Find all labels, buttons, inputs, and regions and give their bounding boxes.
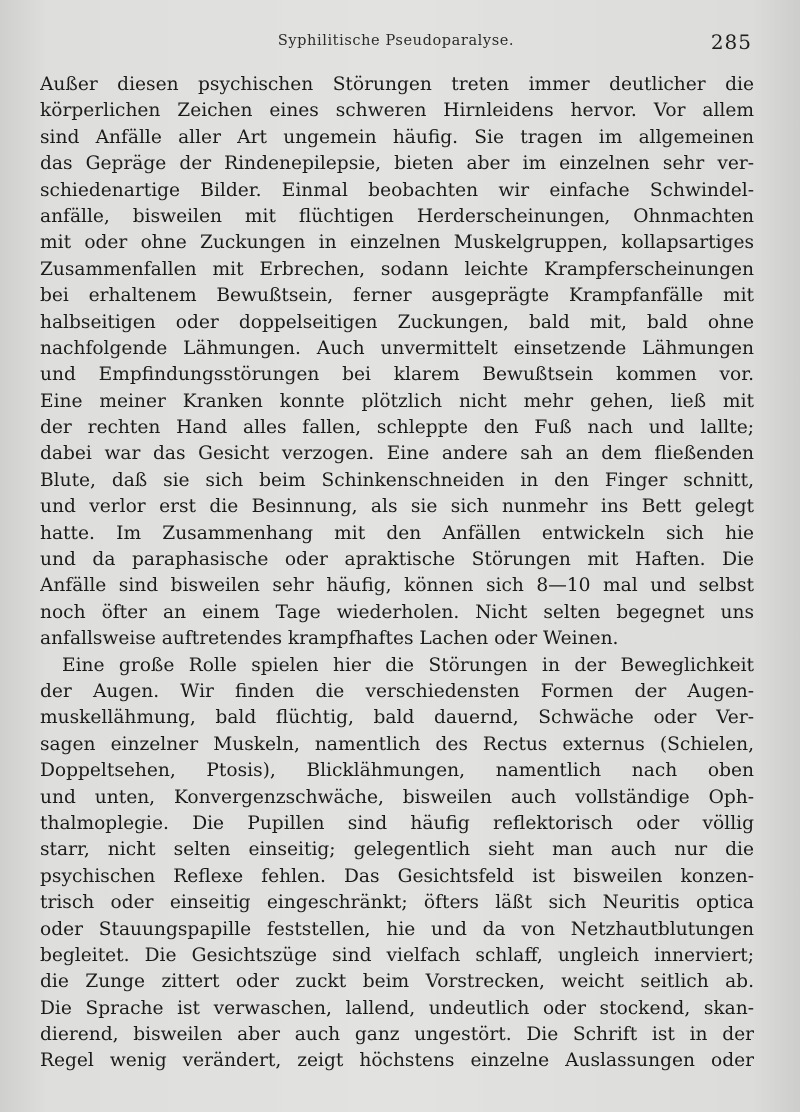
paragraph	[40, 653, 754, 1075]
text-line: die Zunge zittert oder zuckt beim Vorstrecken, weicht seitlich ab.	[40, 971, 754, 993]
paragraph	[40, 72, 754, 653]
text-line: trisch oder einseitig eingeschränkt; öfters läßt sich Neuritis optica	[40, 892, 754, 914]
page-header	[40, 30, 752, 60]
text-line: der rechten Hand alles fallen, schleppte den Fuß nach und lallte;	[40, 417, 754, 439]
text-line: begleitet. Die Gesichtszüge sind vielfach schlaff, ungleich innerviert;	[40, 944, 754, 966]
text-line: das Gepräge der Rindenepilepsie, bieten aber im einzelnen sehr ver-	[40, 153, 754, 175]
text-line: sind Anfälle aller Art ungemein häufig. Sie tragen im allgemeinen	[40, 126, 754, 148]
text-line: sagen einzelner Muskeln, namentlich des Rectus externus (Schielen,	[40, 733, 754, 755]
text-line: Anfälle sind bisweilen sehr häufig, können sich 8—10 mal und selbst	[40, 575, 754, 597]
text-line: dierend, bisweilen aber auch ganz ungestört. Die Schrift ist in der	[40, 1024, 754, 1046]
text-line: dabei war das Gesicht verzogen. Eine andere sah an dem fließenden	[40, 443, 754, 465]
text-line: der Augen. Wir finden die verschiedensten Formen der Augen-	[40, 680, 754, 702]
text-line: psychischen Reflexe fehlen. Das Gesichtsfeld ist bisweilen konzen-	[40, 865, 754, 887]
text-line: Eine große Rolle spielen hier die Störungen in der Beweglichkeit	[62, 654, 754, 676]
page-number: 285	[710, 30, 752, 54]
text-line: Die Sprache ist verwaschen, lallend, undeutlich oder stockend, skan-	[40, 997, 754, 1019]
text-line: nachfolgende Lähmungen. Auch unvermittelt einsetzende Lähmungen	[40, 337, 754, 359]
text-line: und verlor erst die Besinnung, als sie sich nunmehr ins Bett gelegt	[40, 496, 754, 518]
text-line: Außer diesen psychischen Störungen treten immer deutlicher die	[40, 74, 754, 95]
text-line: und Empfindungsstörungen bei klarem Bewußtsein kommen vor.	[40, 364, 754, 386]
text-line: oder Stauungspapille feststellen, hie und da von Netzhautblutungen	[40, 918, 754, 940]
text-line: starr, nicht selten einseitig; gelegentlich sieht man auch nur die	[40, 839, 754, 861]
text-line: anfälle, bisweilen mit flüchtigen Herderscheinungen, Ohnmachten	[40, 205, 754, 227]
text-line: bei erhaltenem Bewußtsein, ferner ausgeprägte Krampfanfälle mit	[40, 285, 754, 307]
body-text	[40, 72, 754, 1075]
text-line: muskellähmung, bald flüchtig, bald dauernd, Schwäche oder Ver-	[40, 707, 754, 729]
text-line: und unten, Konvergenzschwäche, bisweilen auch vollständige Oph-	[40, 786, 754, 808]
text-line: halbseitigen oder doppelseitigen Zuckungen, bald mit, bald ohne	[40, 311, 754, 333]
text-line: Eine meiner Kranken konnte plötzlich nicht mehr gehen, ließ mit	[40, 390, 754, 412]
running-head: Syphilitische Pseudoparalyse.	[277, 33, 515, 49]
text-line: Blute, daß sie sich beim Schinkenschneiden in den Finger schnitt,	[40, 469, 754, 491]
text-line: thalmoplegie. Die Pupillen sind häufig reflektorisch oder völlig	[40, 812, 754, 834]
text-line: Regel wenig verändert, zeigt höchstens einzelne Auslassungen oder	[40, 1050, 754, 1072]
text-line: noch öfter an einem Tage wiederholen. Nicht selten begegnet uns	[40, 601, 754, 623]
text-line: und da paraphasische oder apraktische Störungen mit Haften. Die	[40, 549, 754, 571]
text-line: mit oder ohne Zuckungen in einzelnen Muskelgruppen, kollapsartiges	[40, 232, 754, 254]
text-line: Doppeltsehen, Ptosis), Blicklähmungen, namentlich nach oben	[40, 760, 754, 782]
text-line: hatte. Im Zusammenhang mit den Anfällen entwickeln sich hie	[40, 522, 754, 544]
text-line: anfallsweise auftretendes krampfhaftes Lachen oder Weinen.	[40, 628, 619, 650]
text-line: körperlichen Zeichen eines schweren Hirnleidens hervor. Vor allem	[40, 100, 754, 122]
text-line: Zusammenfallen mit Erbrechen, sodann leichte Krampferscheinungen	[40, 258, 754, 280]
text-line: schiedenartige Bilder. Einmal beobachten wir einfache Schwindel-	[40, 179, 754, 201]
